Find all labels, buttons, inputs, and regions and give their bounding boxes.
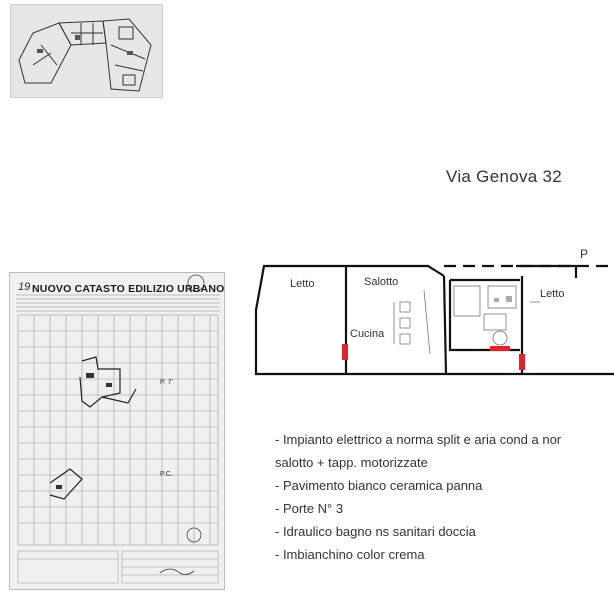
building-overview-thumbnail [10, 4, 163, 98]
feature-item: - Idraulico bagno ns sanitari doccia [275, 524, 476, 539]
feature-item: - Pavimento bianco ceramica panna [275, 478, 483, 493]
cadastral-document [9, 272, 225, 590]
room-label-salotto: Salotto [364, 276, 399, 288]
cadastral-floor-label: P. 7' [160, 379, 173, 386]
cadastral-title: NUOVO CATASTO EDILIZIO URBANO [32, 283, 225, 295]
building-overview-drawing [11, 5, 163, 98]
feature-item: - Imbianchino color crema [275, 547, 425, 562]
room-label-cucina: Cucina [350, 328, 385, 340]
plan-appliances [494, 296, 512, 302]
door-marker-bagno [490, 346, 510, 351]
feature-item: - Impianto elettrico a norma split e aria cond a nor [275, 432, 562, 447]
plan-fixtures [394, 286, 540, 354]
cadastral-sheet-number: 19 [18, 281, 31, 293]
cadastral-ground-label: P.C. [160, 471, 173, 478]
cadastral-grid [10, 273, 225, 590]
room-label-letto-right: Letto [540, 288, 565, 300]
plan-edge-letter: P [580, 247, 589, 261]
apartment-floor-plan [254, 242, 614, 382]
room-label-letto-left: Letto [290, 278, 315, 290]
feature-item: salotto + tapp. motorizzate [275, 455, 428, 470]
feature-item: - Porte N° 3 [275, 501, 344, 516]
door-marker-ingresso [519, 354, 525, 370]
door-marker-letto [342, 344, 348, 360]
renovation-features-list [275, 428, 561, 566]
property-address: Via Genova 32 [446, 167, 563, 186]
